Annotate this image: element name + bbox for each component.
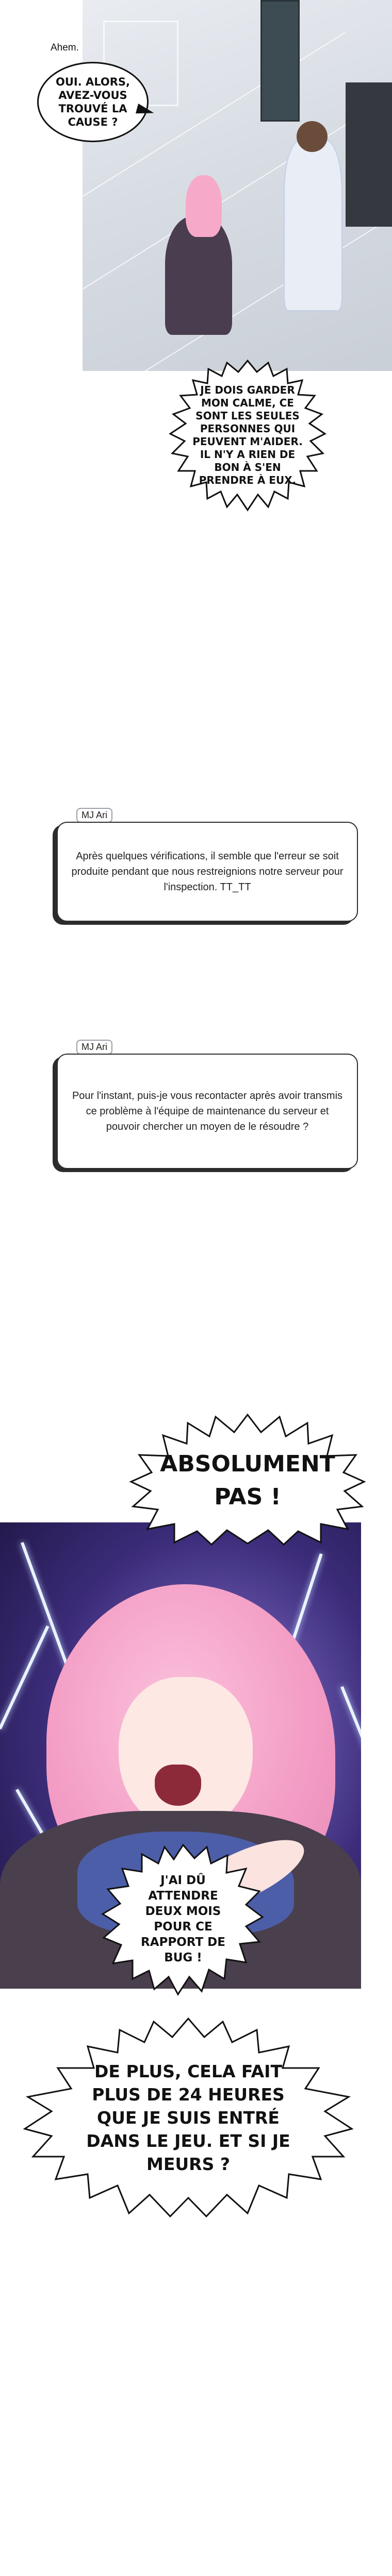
speech-bubble-question xyxy=(37,62,149,142)
chat-message-card xyxy=(57,1054,358,1169)
lightning-bolt xyxy=(21,1542,70,1669)
speech-bubble-more xyxy=(31,2025,346,2210)
chat-message-card xyxy=(57,822,358,922)
sender-tag: MJ Ari xyxy=(76,1040,112,1055)
character-man-robe xyxy=(284,139,342,311)
chat-message-text: Après quelques vérifications, il semble que l'erreur se soit produite pendant que nous restreignions notre serveur pour l'inspection. TT_TT xyxy=(71,851,344,893)
desk xyxy=(346,82,392,227)
character-girl-face xyxy=(119,1677,253,1832)
lightning-bolt xyxy=(0,1625,49,1730)
character-man-head xyxy=(297,121,328,152)
shout-text: ABSOLUMENT PAS ! xyxy=(160,1451,335,1510)
comic-panel-office xyxy=(83,0,392,371)
speech-bubble-wait xyxy=(106,1850,260,1989)
wall-monitor xyxy=(260,0,300,122)
thought-bubble xyxy=(173,363,322,507)
character-girl-hair xyxy=(186,175,222,237)
speech-text: J'AI DÛ ATTENDRE DEUX MOIS POUR CE RAPPORT DE BUG ! xyxy=(141,1874,225,1964)
lightning-bolt xyxy=(340,1686,361,1802)
ahem-text: Ahem. xyxy=(51,42,79,53)
sender-tag: MJ Ari xyxy=(76,808,112,823)
character-girl-mouth xyxy=(155,1765,201,1806)
speech-text: DE PLUS, CELA FAIT PLUS DE 24 HEURES QUE JE SUIS ENTRÉ DANS LE JEU. ET SI JE MEURS ? xyxy=(86,2061,290,2174)
chat-message-text: Pour l'instant, puis-je vous recontacter après avoir transmis ce problème à l'équipe de maintenance du serveur et pouvoir chercher un moyen de le résoudre ? xyxy=(72,1090,343,1132)
speech-text: OUI. ALORS, AVEZ-VOUS TROUVÉ LA CAUSE ? xyxy=(55,76,130,128)
thought-text: JE DOIS GARDER MON CALME, CE SONT LES SEULES PERSONNES QUI PEUVENT M'AIDER. IL N'Y A RIEN DE BON À S'EN PRENDRE À EUX. xyxy=(192,384,303,486)
